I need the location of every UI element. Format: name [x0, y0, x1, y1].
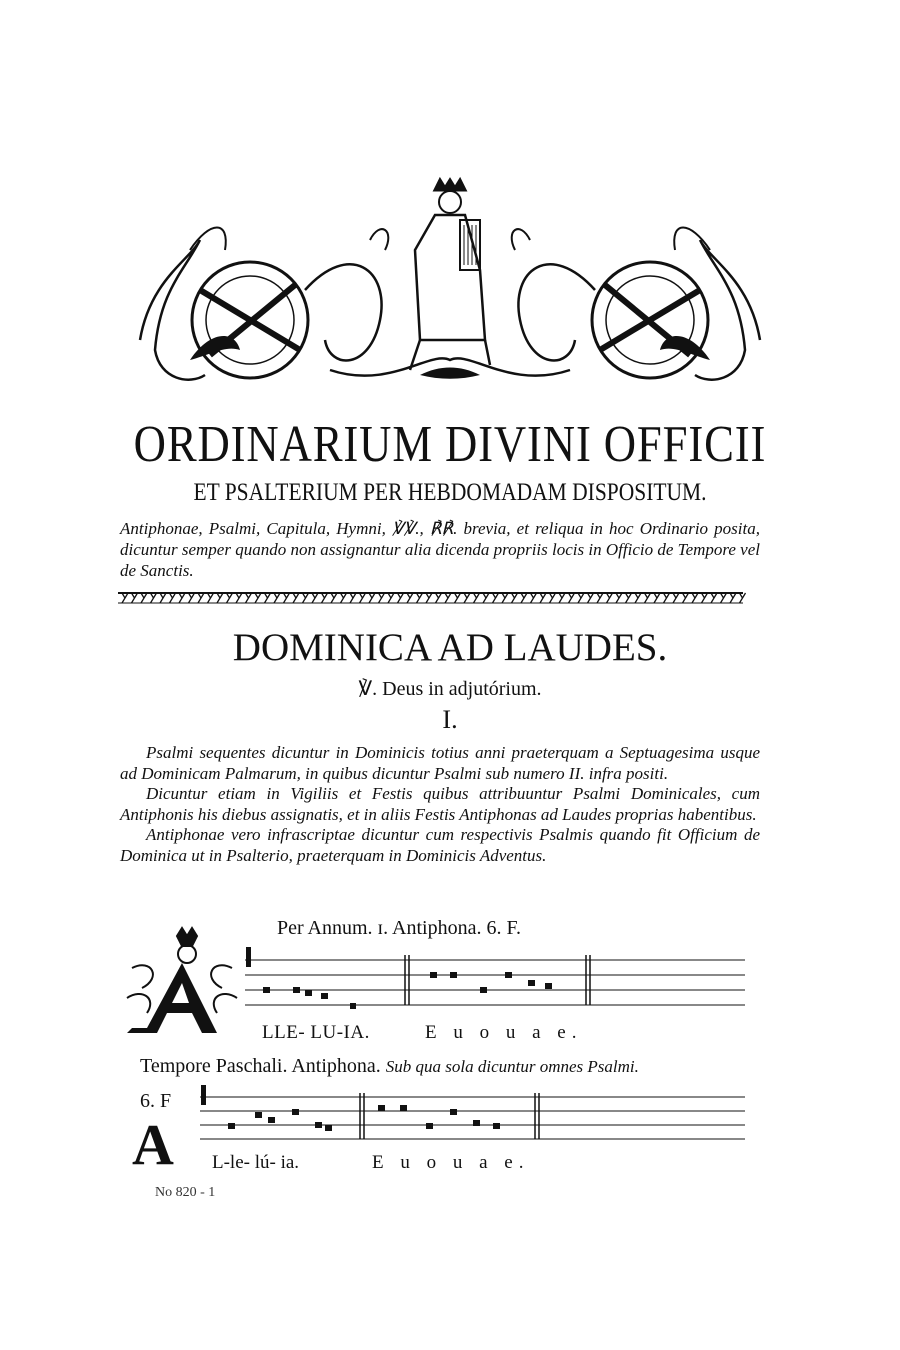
- intro-rubric: Antiphonae, Psalmi, Capitula, Hymni, ℣℣., ℟℟. brevia, et reliqua in hoc Ordinario posita, dicuntur semper quando non assignantur alia dicenda propriis locis in Officio de Tempore vel de Sanctis.: [120, 519, 760, 580]
- chant-heading: [140, 1055, 639, 1078]
- chant-staff-2: [200, 1085, 745, 1150]
- section-numeral: I.: [442, 705, 458, 734]
- chant-heading-bold: Tempore Paschali. Antiphona.: [140, 1055, 381, 1077]
- ornate-initial-a-icon: [122, 928, 242, 1038]
- rubric-block: [120, 743, 760, 866]
- chant-heading: Per Annum. ɪ. Antiphona. 6. F.: [277, 917, 521, 939]
- chant-euouae: E u o u a e.: [372, 1152, 530, 1173]
- versicle: ℣. Deus in adjutórium.: [358, 678, 542, 700]
- section-title: DOMINICA AD LAUDES.: [232, 626, 668, 669]
- rubric-paragraph: Dicuntur etiam in Vigiliis et Festis quibus attribuuntur Psalmi Dominicales, cum Antiphonis his diebus assignatis, et in aliis Festis Antiphonas ad Laudes proprias habentibus.: [120, 784, 760, 824]
- page-subtitle: ET PSALTERIUM PER HEBDOMADAM DISPOSITUM.: [193, 479, 707, 506]
- chant-heading-italic: Sub qua sola dicuntur omnes Psalmi.: [385, 1057, 639, 1076]
- chant-lyrics: LLE- LU-IA.: [262, 1022, 370, 1043]
- chant-lyrics: L-le- lú- ia.: [212, 1152, 300, 1173]
- decorative-border-icon: [118, 590, 743, 606]
- chant-mode: 6. F: [140, 1090, 172, 1112]
- page-title: ORDINARIUM DIVINI OFFICII: [133, 416, 767, 473]
- crowned-harpist-ornament-icon: [130, 180, 770, 400]
- rubric-paragraph: Antiphonae vero infrascriptae dicuntur cum respectivis Psalmis quando fit Officium de Dominica ut in Psalterio, praeterquam in Dominicis Adventus.: [120, 825, 760, 865]
- chant-initial: A: [132, 1112, 174, 1177]
- page-footer: No 820 - 1: [155, 1185, 216, 1200]
- chant-euouae: E u o u a e.: [425, 1022, 583, 1043]
- chant-staff-1: [245, 945, 745, 1015]
- rubric-paragraph: Psalmi sequentes dicuntur in Dominicis totius anni praeterquam a Septuagesima usque ad Dominicam Palmarum, in quibus dicuntur Psalmi sub numero II. infra positi.: [120, 743, 760, 783]
